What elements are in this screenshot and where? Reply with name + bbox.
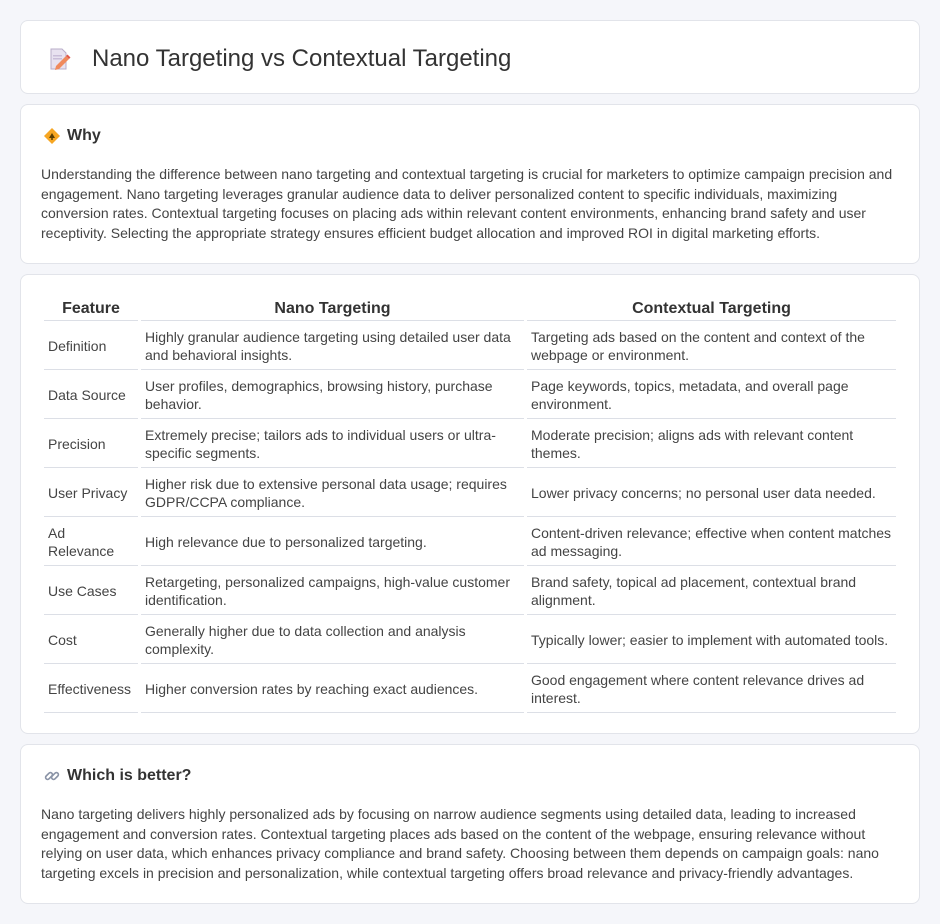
link-icon — [43, 767, 61, 785]
row-nano: Retargeting, personalized campaigns, high-value customer identification. — [141, 568, 524, 615]
row-feature: Data Source — [44, 372, 138, 419]
row-contextual: Page keywords, topics, metadata, and overall page environment. — [527, 372, 896, 419]
comparison-table — [41, 293, 899, 715]
table-row — [44, 666, 896, 713]
row-feature: Ad Relevance — [44, 519, 138, 566]
page-title: Nano Targeting vs Contextual Targeting — [92, 45, 512, 72]
row-contextual: Good engagement where content relevance drives ad interest. — [527, 666, 896, 713]
row-feature: User Privacy — [44, 470, 138, 517]
better-text: Nano targeting delivers highly personalized ads by focusing on narrow audience segments using detailed data, leading to increased engagement and conversion rates. Contextual targeting places ads based on the content of the webpage, ensuring relevance without relying on user data, which enhances privacy compliance and brand safety. Choosing between them depends on campaign goals: nano targeting excels in precision and personalization, while contextual targeting offers broad relevance and privacy-friendly advantages. — [41, 806, 879, 881]
row-feature: Cost — [44, 617, 138, 664]
row-feature: Definition — [44, 323, 138, 370]
row-feature: Effectiveness — [44, 666, 138, 713]
row-nano: Higher conversion rates by reaching exact audiences. — [141, 666, 524, 713]
table-row — [44, 470, 896, 517]
row-contextual: Brand safety, topical ad placement, contextual brand alignment. — [527, 568, 896, 615]
better-heading — [43, 767, 191, 785]
why-heading — [43, 127, 101, 145]
row-feature: Use Cases — [44, 568, 138, 615]
row-nano: High relevance due to personalized targeting. — [141, 519, 524, 566]
table-row — [44, 372, 896, 419]
row-contextual: Typically lower; easier to implement with automated tools. — [527, 617, 896, 664]
row-nano: Highly granular audience targeting using detailed user data and behavioral insights. — [141, 323, 524, 370]
why-text: Understanding the difference between nano targeting and contextual targeting is crucial for marketers to optimize campaign precision and engagement. Nano targeting leverages granular audience data to deliver personalized content to specific individuals, maximizing conversion rates. Contextual targeting focuses on placing ads within relevant content environments, enhancing brand safety and user receptivity. Selecting the appropriate strategy ensures efficient budget allocation and improved ROI in digital marketing efforts. — [41, 166, 893, 241]
diamond-signal-icon — [43, 127, 61, 145]
which-is-better-section — [20, 744, 920, 904]
row-feature: Precision — [44, 421, 138, 468]
row-nano: Higher risk due to extensive personal data usage; requires GDPR/CCPA compliance. — [141, 470, 524, 517]
why-title: Why — [67, 127, 101, 144]
row-nano: Extremely precise; tailors ads to individual users or ultra-specific segments. — [141, 421, 524, 468]
header-feature: Feature — [44, 295, 138, 321]
comparison-table-card — [20, 274, 920, 734]
row-nano: User profiles, demographics, browsing history, purchase behavior. — [141, 372, 524, 419]
document-pencil-icon — [47, 47, 71, 71]
header-card — [20, 20, 920, 94]
header-contextual-targeting: Contextual Targeting — [527, 295, 896, 321]
table-row — [44, 519, 896, 566]
why-section — [20, 104, 920, 264]
row-nano: Generally higher due to data collection and analysis complexity. — [141, 617, 524, 664]
row-contextual: Targeting ads based on the content and context of the webpage or environment. — [527, 323, 896, 370]
table-row — [44, 617, 896, 664]
table-header-row — [44, 295, 896, 321]
table-row — [44, 323, 896, 370]
row-contextual: Lower privacy concerns; no personal user data needed. — [527, 470, 896, 517]
row-contextual: Content-driven relevance; effective when content matches ad messaging. — [527, 519, 896, 566]
row-contextual: Moderate precision; aligns ads with relevant content themes. — [527, 421, 896, 468]
table-row — [44, 421, 896, 468]
header-nano-targeting: Nano Targeting — [141, 295, 524, 321]
better-title: Which is better? — [67, 767, 192, 784]
table-row — [44, 568, 896, 615]
